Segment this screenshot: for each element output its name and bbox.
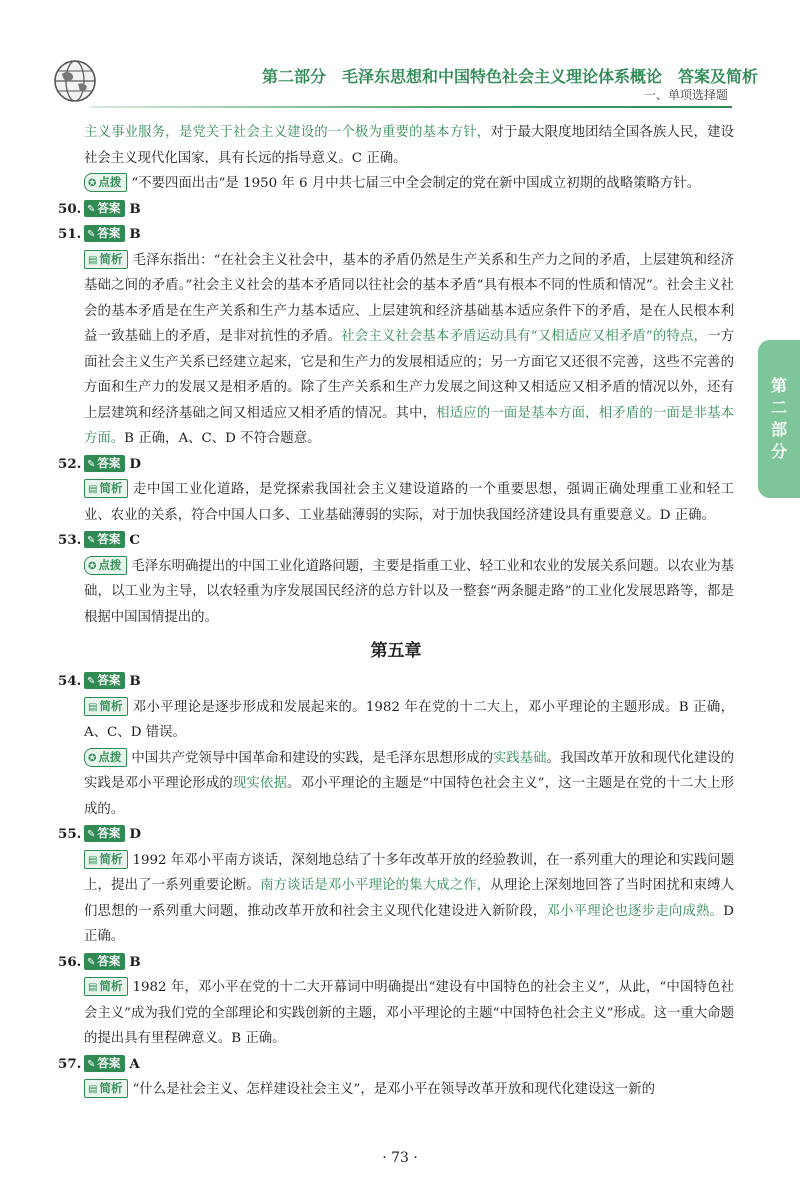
globe-logo-icon <box>52 58 98 104</box>
analysis-tag: ▤ 简析 <box>84 697 128 716</box>
answer-row-51 <box>58 222 734 248</box>
body-text: 一方面社会主义生产关系已经建立起来，它是和生产力的发展相适应的；另一方面它又还很不完善，这些不完善的方面和生产力的发展又是相矛盾的。除了生产关系和生产力发展之间这种又相适应又相矛盾的情况以外，还有上层建筑和经济基础之间又相适应又相矛盾的情况。其中， <box>84 329 735 421</box>
analysis-tag: ▤ 简析 <box>84 977 128 996</box>
tip-text: “不要四面出击”是 1950 年 6 月中共七届三中全会制定的党在新中国成立初期的战略策略方针。 <box>131 176 701 191</box>
tip-text: 。邓小平理论的主题是“中国特色社会主义”，这一主题是在党的十二大上形成的。 <box>84 776 734 817</box>
question-number: 50. <box>58 200 82 217</box>
body-text: “什么是社会主义、怎样建设社会主义”，是邓小平在领导改革开放和现代化建设这一新的 <box>132 1082 655 1097</box>
lightbulb-icon: ✪ <box>88 560 97 572</box>
body-text: 1992 年邓小平南方谈话，深刻地总结了十多年改革开放的经验教训，在一系列重大的理论和实践问题上，提出了一系列重要论断。 <box>84 852 734 893</box>
answer-row-55 <box>58 822 734 848</box>
body-text: 走中国工业化道路，是党探索我国社会主义建设道路的一个重要思想，强调正确处理重工业和轻工业、农业的关系，符合中国人口多、工业基础薄弱的实际，对于加快我国经济建设具有重要意义。D 正确。 <box>84 482 734 523</box>
pencil-icon: ✎ <box>87 458 96 470</box>
question-number: 57. <box>58 1055 82 1072</box>
answer-row-53 <box>58 528 734 554</box>
pencil-icon: ✎ <box>87 229 96 240</box>
analysis-block-52 <box>58 477 734 528</box>
pencil-icon: ✎ <box>87 829 96 840</box>
answer-tag: ✎ 答案 <box>84 225 125 242</box>
question-number: 55. <box>58 826 82 842</box>
answer-row-54 <box>58 669 734 695</box>
answer-letter: B <box>129 200 141 217</box>
body-text: B 正确，A、C、D 不符合题意。 <box>124 431 321 446</box>
lightbulb-icon: ✪ <box>88 752 97 764</box>
pencil-icon: ✎ <box>87 535 96 546</box>
analysis-block-54 <box>58 695 734 746</box>
book-icon: ▤ <box>88 982 98 993</box>
highlight-text: 南方谈话是邓小平理论的集大成之作， <box>260 878 491 893</box>
tip-text: 。我国改革开放和现代化建设的实践是邓小平理论形成的 <box>84 750 735 791</box>
analysis-block-56 <box>58 975 734 1052</box>
tip-block-53 <box>58 554 734 631</box>
answer-letter: B <box>129 673 141 689</box>
tip-tag: ✪ 点拨 <box>84 556 127 575</box>
body-text: 邓小平理论是逐步形成和发展起来的。1982 年在党的十二大上，邓小平理论的主题形成。B 正确，A、C、D 错误。 <box>84 699 734 740</box>
body-text: 毛泽东指出：“在社会主义社会中，基本的矛盾仍然是生产关系和生产力之间的矛盾，上层建筑和经济基础之间的矛盾。”社会主义社会的基本矛盾同以往社会的基本矛盾“具有根本不同的性质和情况”。社会主义社会的基本矛盾是在生产关系和生产力基本适应、上层建筑和经济基础基本适应条件下的矛盾，是在人民根本利益一致基础上的矛盾，是非对抗性的矛盾。 <box>84 252 734 344</box>
tip-text: 中国共产党领导中国革命和建设的实践，是毛泽东思想形成的 <box>131 750 493 766</box>
answer-tag: ✎ 答案 <box>84 531 125 548</box>
answer-letter: D <box>129 455 142 472</box>
answer-row-57 <box>58 1052 734 1078</box>
answer-tag: ✎ 答案 <box>84 825 125 842</box>
continued-analysis <box>58 120 734 171</box>
answer-letter: B <box>129 226 141 242</box>
analysis-tag: ▤ 简析 <box>84 250 128 269</box>
analysis-tag: ▤ 简析 <box>84 479 128 498</box>
book-icon: ▤ <box>88 701 98 713</box>
analysis-block-55 <box>58 848 734 950</box>
question-number: 53. <box>58 532 82 548</box>
body-text: D 正确。 <box>84 903 735 944</box>
question-number: 56. <box>58 953 82 970</box>
book-icon: ▤ <box>88 1084 98 1095</box>
tip-block-54 <box>58 746 734 823</box>
tip-tag: ✪ 点拨 <box>84 748 127 767</box>
answer-tag: ✎ 答案 <box>84 455 125 472</box>
highlight-text: 社会主义社会基本矛盾运动具有“又相适应又相矛盾”的特点， <box>341 329 708 344</box>
answer-letter: D <box>129 826 142 842</box>
pencil-icon: ✎ <box>87 676 96 687</box>
body-text: 1982 年，邓小平在党的十二大开幕词中明确提出“建设有中国特色的社会主义”，从此，“中国特色社会主义”成为我们党的全部理论和实践创新的主题，邓小平理论的主题“中国特色社会主义”形成。这一重大命题的提出具有里程碑意义。B 正确。 <box>84 980 734 1046</box>
analysis-tag: ▤ 简析 <box>84 1079 128 1098</box>
book-icon: ▤ <box>88 254 98 266</box>
answer-tag: ✎ 答案 <box>84 1055 125 1072</box>
section-side-tab <box>758 340 800 498</box>
body-text: 对于最大限度地团结全国各族人民，建设社会主义现代化国家，具有长远的指导意义。C 正确。 <box>84 125 735 166</box>
book-icon: ▤ <box>88 854 98 866</box>
answer-tag: ✎ 答案 <box>84 672 125 689</box>
highlight-text: 主义事业服务，是党关于社会主义建设的一个极为重要的基本方针， <box>84 125 491 140</box>
book-icon: ▤ <box>88 484 98 495</box>
answer-row-56 <box>58 950 734 976</box>
tip-block <box>58 171 734 197</box>
answer-row-52 <box>58 452 734 478</box>
tip-text: 毛泽东明确提出的中国工业化道路问题，主要是指重工业、轻工业和农业的发展关系问题。以农业为基础，以工业为主导，以农轻重为序发展国民经济的总方针以及一整套“两条腿走路”的工业化发展思路等，都是根据中国国情提出的。 <box>84 558 734 625</box>
side-tab-char: 部 <box>770 420 787 439</box>
page-content <box>58 120 734 1103</box>
answer-letter: A <box>129 1055 140 1072</box>
question-number: 54. <box>58 673 82 689</box>
side-tab-char: 二 <box>770 398 787 417</box>
pencil-icon: ✎ <box>87 1058 96 1070</box>
analysis-tag: ▤ 简析 <box>84 850 128 869</box>
question-number: 51. <box>58 226 82 242</box>
answer-letter: B <box>129 953 141 970</box>
header-title: 第二部分 毛泽东思想和中国特色社会主义理论体系概论 答案及简析 <box>262 67 759 86</box>
tip-tag: ✪ 点拨 <box>84 173 127 192</box>
answer-tag: ✎ 答案 <box>84 200 125 217</box>
highlight-text: 现实依据 <box>232 776 288 791</box>
highlight-text: 实践基础 <box>492 750 547 766</box>
side-tab-char: 第 <box>770 376 787 395</box>
lightbulb-icon: ✪ <box>88 178 97 189</box>
header-subtitle: 一、单项选择题 <box>643 88 728 102</box>
pencil-icon: ✎ <box>87 956 96 968</box>
analysis-block-57 <box>58 1077 734 1103</box>
answer-row-50 <box>58 197 734 223</box>
pencil-icon: ✎ <box>87 203 96 215</box>
answer-tag: ✎ 答案 <box>84 953 125 970</box>
highlight-text: 邓小平理论也逐步走向成熟。 <box>546 903 724 919</box>
side-tab-char: 分 <box>770 442 787 461</box>
chapter-heading: 第五章 <box>370 641 422 661</box>
body-text: 从理论上深刻地回答了当时困扰和束缚人们思想的一系列重大问题，推动改革开放和社会主义现代化建设进入新阶段， <box>84 878 735 919</box>
analysis-block-51 <box>58 248 734 452</box>
highlight-text: 相适应的一面是基本方面，相矛盾的一面是非基本方面。 <box>84 405 735 446</box>
answer-letter: C <box>129 532 141 548</box>
header-divider <box>90 106 732 108</box>
page-number: · 73 · <box>382 1150 418 1166</box>
question-number: 52. <box>58 455 82 472</box>
